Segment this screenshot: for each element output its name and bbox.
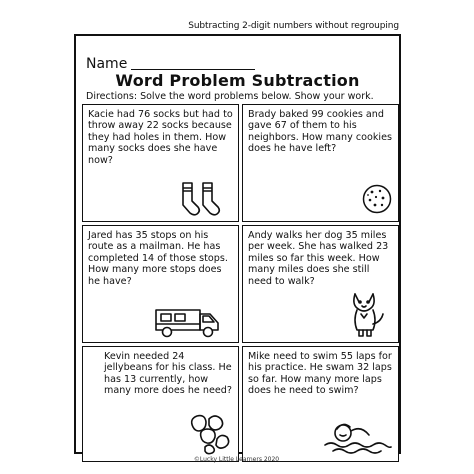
problem-box-3 xyxy=(82,225,239,343)
name-label: Name xyxy=(86,56,128,72)
worksheet xyxy=(70,16,403,464)
problem-text: Andy walks her dog 35 miles per week. She has walked 23 miles so far this week. How many miles does she still need to walk? xyxy=(248,230,389,287)
problem-box-4 xyxy=(242,225,399,343)
problem-grid xyxy=(82,104,399,462)
problem-text: Kacie had 76 socks but had to throw away 22 socks because they had holes in them. How many socks does she have now? xyxy=(88,109,233,166)
problem-text: Jared has 35 stops on his route as a mailman. He has completed 14 of those stops. How many more stops does he have? xyxy=(88,230,228,287)
mail-truck-icon xyxy=(153,302,223,340)
directions-text: Directions: Solve the word problems below. Show your work. xyxy=(86,91,374,102)
worksheet-subtitle: Subtracting 2-digit numbers without regrouping xyxy=(188,21,399,31)
problem-text: Kevin needed 24 jellybeans for his class. He has 13 currently, how many more does he need? xyxy=(104,351,232,397)
socks-icon xyxy=(179,181,221,217)
problem-text: Mike need to swim 55 laps for his practice. He swam 32 laps so far. How many more laps does he need to swim? xyxy=(248,351,392,397)
problem-text: Brady baked 99 cookies and gave 67 of them to his neighbors. How many cookies does he have left? xyxy=(248,109,392,155)
problem-box-1 xyxy=(82,104,239,222)
problem-box-5 xyxy=(82,346,239,462)
problem-box-6 xyxy=(242,346,399,462)
swimmer-icon xyxy=(323,419,393,455)
worksheet-title: Word Problem Subtraction xyxy=(115,71,360,90)
jellybeans-icon xyxy=(187,413,231,455)
name-row xyxy=(86,52,255,72)
dog-icon xyxy=(343,290,389,340)
copyright-footer: ©Lucky Little Learners 2020 xyxy=(193,456,280,463)
problem-box-2 xyxy=(242,104,399,222)
name-line[interactable] xyxy=(131,69,255,70)
cookie-icon xyxy=(361,183,393,215)
